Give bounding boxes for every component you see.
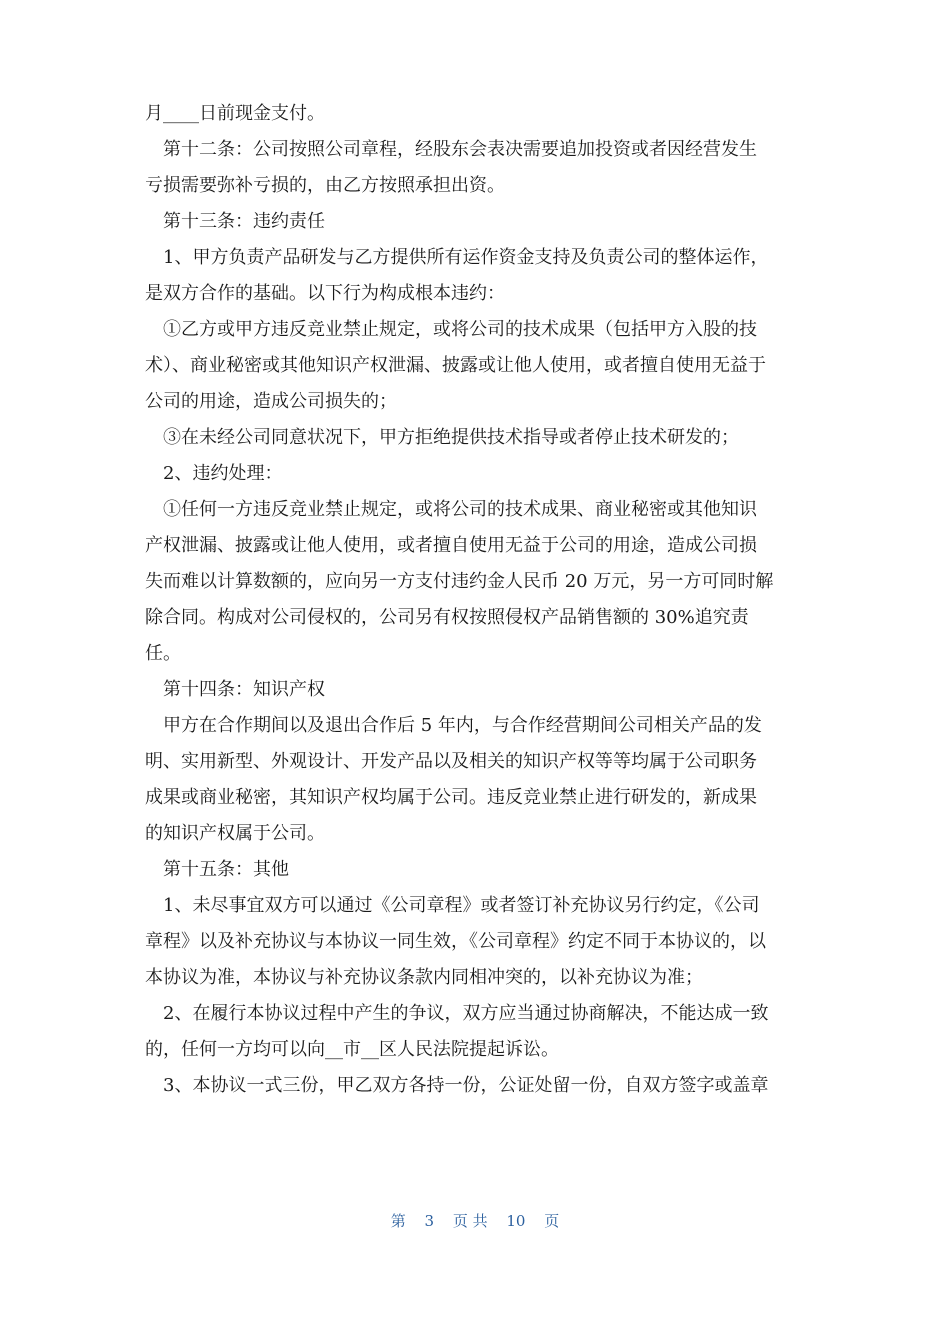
paragraph-line: 甲方在合作期间以及退出合作后 5 年内，与合作经营期间公司相关产品的发	[163, 715, 762, 736]
footer-prefix: 第	[390, 1212, 406, 1230]
paragraph-line: 本协议为准，本协议与补充协议条款内同相冲突的，以补充协议为准；	[145, 967, 703, 988]
footer-total-pages: 10	[506, 1212, 526, 1230]
paragraph-line: ③在未经公司同意状况下，甲方拒绝提供技术指导或者停止技术研发的；	[163, 427, 739, 448]
paragraph	[145, 240, 805, 312]
paragraph-line: ①任何一方违反竞业禁止规定，或将公司的技术成果、商业秘密或其他知识	[163, 499, 757, 520]
paragraph-line: 1、未尽事宜双方可以通过《公司章程》或者签订补充协议另行约定，《公司	[163, 895, 760, 916]
paragraph	[145, 888, 805, 996]
paragraph-line: 章程》以及补充协议与本协议一同生效，《公司章程》约定不同于本协议的，以	[145, 931, 766, 952]
paragraph-line: 明、实用新型、外观设计、开发产品以及相关的知识产权等等均属于公司职务	[145, 751, 757, 772]
paragraph	[145, 1068, 805, 1104]
paragraph	[145, 132, 805, 204]
paragraph-line: 第十二条：公司按照公司章程，经股东会表决需要追加投资或者因经营发生	[163, 139, 757, 160]
paragraph-line: 的，任何一方均可以向__市__区人民法院提起诉讼。	[145, 1039, 559, 1060]
paragraph-line: 亏损需要弥补亏损的，由乙方按照承担出资。	[145, 175, 505, 196]
paragraph-line: 是双方合作的基础。以下行为构成根本违约：	[145, 283, 505, 304]
paragraph-line: 除合同。构成对公司侵权的，公司另有权按照侵权产品销售额的 30%追究责	[145, 607, 749, 628]
paragraph	[145, 312, 805, 420]
paragraph-line: 月____日前现金支付。	[145, 103, 325, 124]
paragraph-line: ①乙方或甲方违反竞业禁止规定，或将公司的技术成果（包括甲方入股的技	[163, 319, 757, 340]
paragraph-line: 任。	[145, 643, 181, 664]
paragraph-line: 产权泄漏、披露或让他人使用，或者擅自使用无益于公司的用途，造成公司损	[145, 535, 757, 556]
paragraph	[145, 96, 805, 132]
paragraph	[145, 852, 805, 888]
paragraph-line: 第十五条：其他	[163, 859, 289, 880]
paragraph-line: 2、在履行本协议过程中产生的争议，双方应当通过协商解决，不能达成一致	[163, 1003, 769, 1024]
page-footer	[0, 1210, 950, 1231]
paragraph	[145, 708, 805, 852]
footer-current-page: 3	[424, 1212, 435, 1230]
paragraph-line: 1、甲方负责产品研发与乙方提供所有运作资金支持及负责公司的整体运作，	[163, 247, 769, 268]
document-body	[145, 96, 805, 1104]
paragraph	[145, 492, 805, 672]
footer-suffix: 页	[544, 1212, 560, 1230]
paragraph-line: 第十四条：知识产权	[163, 679, 325, 700]
paragraph	[145, 672, 805, 708]
paragraph-line: 第十三条：违约责任	[163, 211, 325, 232]
footer-middle: 页 共	[452, 1212, 488, 1230]
paragraph	[145, 996, 805, 1068]
paragraph-line: 3、本协议一式三份，甲乙双方各持一份，公证处留一份，自双方签字或盖章	[163, 1075, 769, 1096]
paragraph	[145, 204, 805, 240]
paragraph-line: 术）、商业秘密或其他知识产权泄漏、披露或让他人使用，或者擅自使用无益于	[145, 355, 766, 376]
paragraph	[145, 456, 805, 492]
paragraph-line: 失而难以计算数额的，应向另一方支付违约金人民币 20 万元，另一方可同时解	[145, 571, 774, 592]
paragraph-line: 成果或商业秘密，其知识产权均属于公司。违反竞业禁止进行研发的，新成果	[145, 787, 757, 808]
paragraph-line: 的知识产权属于公司。	[145, 823, 325, 844]
paragraph-line: 公司的用途，造成公司损失的；	[145, 391, 397, 412]
paragraph-line: 2、违约处理：	[163, 463, 283, 484]
paragraph	[145, 420, 805, 456]
